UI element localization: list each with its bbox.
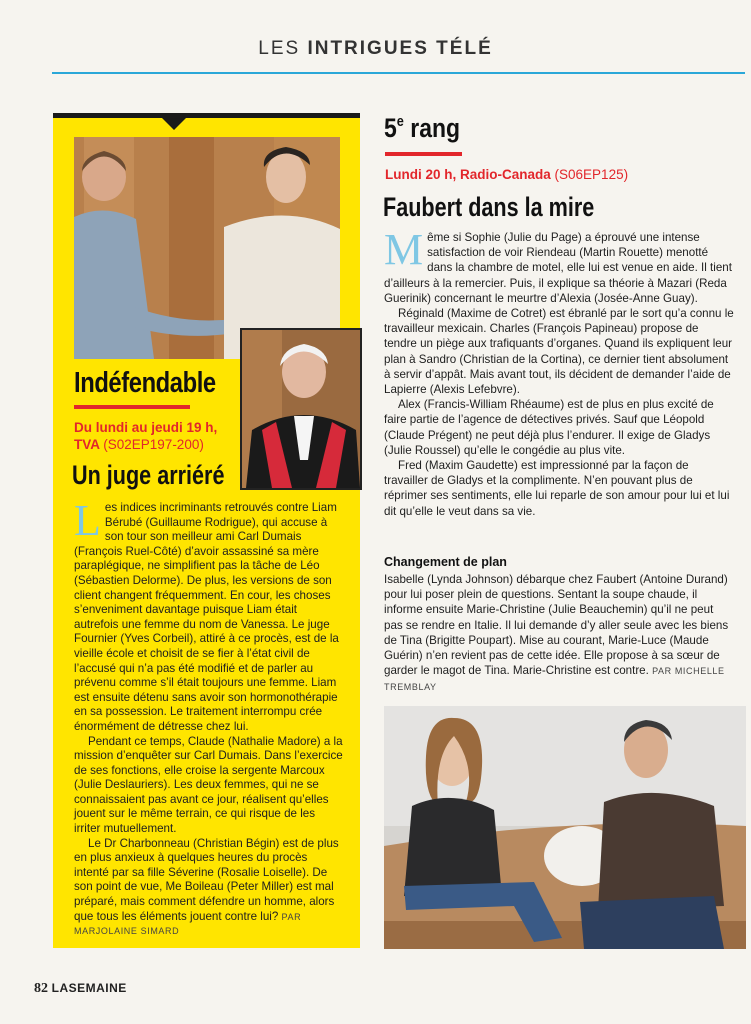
left-schedule-network-line bbox=[74, 436, 217, 453]
header-title: INTRIGUES TÉLÉ bbox=[307, 38, 493, 59]
left-byline: PAR MARJOLAINE SIMARD bbox=[74, 911, 302, 937]
living-room-photo-illustration bbox=[384, 706, 746, 949]
right-article-body bbox=[384, 225, 734, 519]
right-paragraph: Fred (Maxim Gaudette) est impressionné par la façon de travailler de Gladys et la complimente. N’en pouvant plus de réprimer ses sentiments, elle lui reparle de son amour pour lui et lui dit qu’elle le veut dans sa vie. bbox=[384, 459, 730, 518]
left-schedule-episode: (S02EP197-200) bbox=[103, 437, 204, 452]
right-schedule-time: Lundi 20 h, Radio-Canada bbox=[385, 167, 551, 182]
page-number: 82 bbox=[34, 981, 48, 996]
header-rule bbox=[52, 72, 745, 74]
right-title-underline bbox=[385, 152, 462, 156]
right-dropcap: M bbox=[384, 225, 424, 274]
box-notch-decoration bbox=[53, 113, 360, 135]
right-subsection-paragraph: Isabelle (Lynda Johnson) débarque chez Faubert (Antoine Durand) pour lui poser plein de questions. Sentant la soupe chaude, il informe ensuite Marie-Christine (Julie Beauchemin) qu’il ne peut pas se rendre en Italie. Il lui demande d’y aller seule avec les biens de Tina (Brigitte Poupart). Mise au courant, Marie-Luce (Maude Guérin) n’en revient pas de cette idée. Elle propose à sa sœur de garder le magot de Tina. Marie-Christine est contre. PAR MICHELLE TREMBLAY bbox=[384, 573, 729, 693]
magazine-name: LASEMAINE bbox=[51, 981, 127, 995]
left-dropcap: L bbox=[74, 496, 101, 545]
rank-word: rang bbox=[410, 113, 460, 143]
right-schedule-episode: (S06EP125) bbox=[554, 167, 629, 182]
left-headline: Un juge arriéré bbox=[72, 460, 225, 490]
right-subsection-body bbox=[384, 572, 734, 696]
page-footer bbox=[34, 980, 127, 997]
left-show-title: Indéfendable bbox=[74, 367, 216, 399]
right-show-title bbox=[384, 113, 460, 144]
right-schedule bbox=[385, 167, 628, 182]
courtroom-photo bbox=[74, 137, 340, 359]
left-paragraph: Pendant ce temps, Claude (Nathalie Madore) a la mission d’enquêter sur Carl Dumais. Dans l’exercice de ses fonctions, elle croise la sergente Marcoux (Julie Deslauriers). Les deux femmes, qui ne se connaissaient pas avant ce jour, réalisent qu’elles jouent sur le même terrain, ce qui risque de les irriter mutuellement. bbox=[74, 734, 343, 836]
left-article-body bbox=[74, 496, 344, 939]
left-schedule bbox=[74, 419, 217, 453]
left-schedule-days: Du lundi au jeudi 19 h, bbox=[74, 420, 218, 435]
right-headline: Faubert dans la mire bbox=[383, 192, 595, 222]
right-paragraph: Réginald (Maxime de Cotret) est ébranlé par le sort qu’a connu le travailleur mexicain. Charles (François Papineau) propose de tendre un piège aux trafiquants d’organes. Quand ils expliquent leur plan à Sandro (Christian de la Cortina), ce dernier tient absolument à servir d’appât. Mais avant tout, ils décident de demander l’aide de Lapierre (Alexis Lefebvre). bbox=[384, 307, 734, 397]
left-schedule-network: TVA bbox=[74, 437, 100, 452]
left-title-underline bbox=[74, 405, 190, 409]
section-header bbox=[0, 38, 751, 60]
living-room-photo bbox=[384, 706, 746, 949]
right-byline: PAR MICHELLE TREMBLAY bbox=[384, 666, 725, 693]
right-subhead: Changement de plan bbox=[384, 555, 507, 569]
header-prefix: LES bbox=[258, 38, 301, 59]
left-paragraph: Les indices incriminants retrouvés contre Liam Bérubé (Guillaume Rodrigue), qui accuse à son tour son meilleur ami Carl Dumais (François Ruel-Côté) d’avoir assassiné sa mère paraplégique, ne simplifient pas la tâche de Léo (Sébastien Delorme). De plus, les versions de son client changent fréquemment. En cour, les choses s’enveniment davantage puisque Liam était autrefois une femme du nom de Vanessa. Le juge Fournier (Yves Corbeil), attiré à ce procès, est de la vieille école et choisit de se fier à l’état civil de l’accusé qui n’a pas été modifié et de parler au prévenu comme s’il était toujours une femme. Liam est ensuite détenu sans avoir son hormonothérapie en sa possession. Le traitement interrompu crée énormément de détresse chez lui. bbox=[74, 496, 339, 733]
right-paragraph: Même si Sophie (Julie du Page) a éprouvé une intense satisfaction de voir Riendeau (Martin Rouette) menotté dans la chambre de motel, elle lui est venue en aide. Il tient d’ailleurs à la remercier. Puis, il explique sa théorie à Mazari (Reda Guerinik) concernant le meurtre d’Alexia (Josée-Anne Guay). bbox=[384, 225, 732, 305]
left-paragraph: Le Dr Charbonneau (Christian Bégin) est de plus en plus anxieux à quelques heures du procès intenté par sa fille Séverine (Rosalie Loiselle). De son point de vue, Me Boileau (Peter Miller) est mal préparé, mais comment défendre un homme, alors que tous les éléments jouent contre lui? PAR MARJOLAINE SIMARD bbox=[74, 836, 339, 937]
courtroom-photo-illustration bbox=[74, 137, 340, 359]
rank-suffix: e bbox=[396, 113, 404, 130]
judge-photo-illustration bbox=[242, 330, 360, 488]
rank-number: 5 bbox=[384, 113, 397, 143]
right-paragraph: Alex (Francis-William Rhéaume) est de plus en plus excité de faire partie de l’agence de détectives privés. Sauf que Léopold (Claude Prégent) ne peut déjà plus l’endurer. Il exige de Gladys (Julie Roussel) qu’elle le congédie au plus vite. bbox=[384, 398, 714, 457]
judge-photo bbox=[240, 328, 362, 490]
